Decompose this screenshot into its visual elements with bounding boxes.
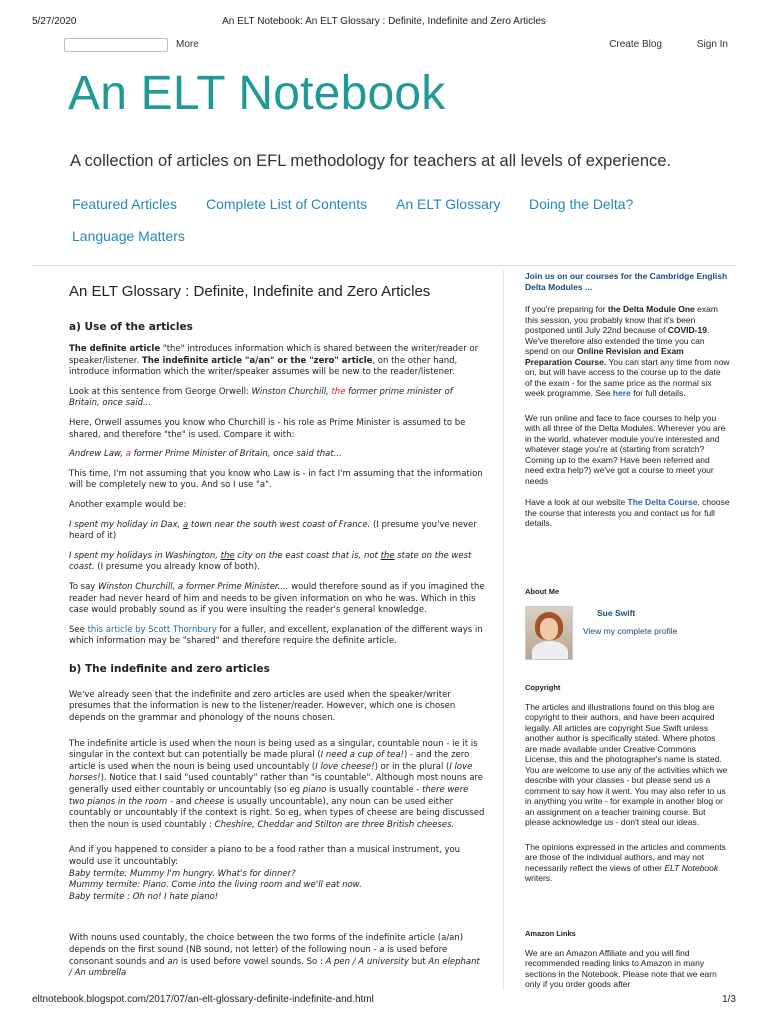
print-footer (32, 994, 736, 1005)
paragraph: Here, Orwell assumes you know who Churchill is - his role as Prime Minister is assumed to be shared, and therefore "the" is used. Compare it with: (69, 417, 466, 440)
courses-heading[interactable]: Join us on our courses for the Cambridge English Delta Modules ... (525, 271, 728, 292)
delta-course-link[interactable]: The Delta Course (627, 497, 698, 507)
sidebar-paragraph: We run online and face to face courses to help you with all three of the Delta Modules. Wherever you are in the world, whatever module you're interested and whatever stage you're at (starting from scratch? Coming up to the exam? Have been referred and need extra help?) we've got a course to meet your needs (525, 412, 726, 486)
amazon-links-title: Amazon Links (525, 929, 576, 938)
create-blog-link[interactable]: Create Blog (609, 39, 662, 50)
section-heading-a: a) Use of the articles (69, 321, 193, 333)
print-header (32, 16, 736, 30)
sidebar (525, 271, 730, 989)
paragraph: And if you happened to consider a piano to be a food rather than a musical instrument, you would use it uncountably: (69, 845, 461, 867)
paragraph: I spent my holidays in Washington, the city on the east coast that is, not the state on the west coast. (I presume you already know of both). (69, 550, 472, 573)
thornbury-article-link[interactable]: this article by Scott Thornbury (87, 624, 217, 635)
print-page-title: An ELT Notebook: An ELT Glossary : Definite, Indefinite and Zero Articles (222, 16, 546, 27)
copyright-text: The articles and illustrations found on this blog are copyright to their authors, and have been acquired legally. All articles are copyright Sue Swift unless another author is specifically stated. Where photos are made available under Creative Commons License, this and the photographer's name is stated. You are welcome to use any of the activities which we describe with your classes - but please send us a comment to say how it went. You may also refer to us in anything you write - for example in another blog or an assignment on a teacher training course. But please acknowledge us - don't steal our ideas. (525, 701, 728, 827)
copyright-widget (525, 683, 730, 895)
view-profile-link[interactable]: View my complete profile (583, 625, 678, 636)
opinions-text: The opinions expressed in the articles and comments are those of the individual authors, and may not necessarily reflect the views of other ELT Notebook writers. (525, 841, 726, 883)
post-body (69, 282, 485, 988)
tab-complete-list[interactable]: Complete List of Contents (206, 196, 368, 212)
here-link[interactable]: here (612, 388, 631, 398)
paragraph: The definite article "the" introduces information which is shared between the writer/reader or speaker/listener. The indefinite article "a/an" or the "zero" article, on the other hand, introduce information which the writer/speaker assumes will be new to the reader/listener. (69, 344, 479, 378)
dialogue: Baby termite: Mummy I'm hungry. What's for dinner? Mummy termite: Piano. Come into the living room and we'll eat now. Baby termite : Oh no! I hate piano! (69, 868, 362, 902)
amazon-text: We are an Amazon Affiliate and you will find recommended reading links to Amazon in many sections in the Notebook. Please note that we earn only if you order goods after (525, 947, 717, 989)
paragraph: The indefinite article is used when the noun is being used as a singular, countable noun - ie it is singular in the context but can potentially be made plural (I need a cup of tea!) - and the zero article is used when the noun is being used uncountably (I love cheese!) or in the plural (I love horses!). Notice that I said "used countably" rather than "is countable". Although most nouns are generally used either countably or uncountably (so eg piano is usually countable - there were two pianos in the room - and cheese is usually uncountable), any noun can be used either countably or uncountably if the context is right. So eg, when types of cheese are being discussed then the noun is used countably : Cheshire, Cheddar and Stilton are three British cheeses. (69, 738, 485, 830)
column-divider (503, 270, 504, 990)
post-title: An ELT Glossary : Definite, Indefinite and Zero Articles (69, 283, 431, 300)
avatar[interactable] (525, 606, 573, 660)
tab-featured-articles[interactable]: Featured Articles (72, 196, 178, 212)
about-me-widget (525, 587, 730, 666)
paragraph: Another example would be: (69, 499, 187, 510)
copyright-title: Copyright (525, 683, 561, 692)
paragraph: Look at this sentence from George Orwell: Winston Churchill, the former prime minister of Britain, once said... (69, 386, 453, 409)
print-date: 5/27/2020 (32, 16, 77, 27)
sidebar-paragraph: If you're preparing for the Delta Module One exam this session, you probably know that it's been postponed until July 22nd because of COVID-19. We've therefore also extended the time you can spend on our Online Revision and Exam Preparation Course. You can start any time from now on, but will have access to the course up to the date of the exam - for the same price as the normal six week programme. See here for full details. (525, 304, 730, 398)
sidebar-paragraph: Have a look at our website The Delta Course, choose the course that interests you and contact us for full details. (525, 497, 730, 528)
paragraph: To say Winston Churchill, a former Prime Minister.... would therefore sound as if you imagined the reader had never heard of him and needs to be given information on who he was. Which in this case would probably sound as if you were insulting the reader's general knowledge. (69, 581, 485, 616)
page-number: 1/3 (722, 994, 736, 1005)
tab-doing-the-delta[interactable]: Doing the Delta? (529, 196, 634, 212)
amazon-links-widget (525, 929, 730, 1001)
profile (525, 606, 730, 666)
page-url: eltnotebook.blogspot.com/2017/07/an-elt-glossary-definite-indefinite-and.html (32, 994, 374, 1005)
header-divider (32, 265, 736, 266)
paragraph: See this article by Scott Thornbury for a fuller, and excellent, explanation of the different ways in which information may be "shared" and therefore require the definite article. (69, 624, 483, 647)
tab-language-matters[interactable]: Language Matters (72, 228, 185, 244)
paragraph: With nouns used countably, the choice between the two forms of the indefinite article (a/an) depends on the first sound (NB sound, not letter) of the following noun - a is used before consonant sounds and an is used before vowel sounds. So : A pen / A university but An elephant / An umbrella (69, 933, 480, 979)
blogger-navbar (32, 36, 736, 56)
profile-name[interactable]: Sue Swift (597, 607, 636, 618)
search-input[interactable] (64, 38, 168, 52)
paragraph: Andrew Law, a former Prime Minister of Britain, once said that... (69, 449, 342, 460)
paragraph: I spent my holiday in Dax, a town near the south west coast of France. (I presume you've never heard of it) (69, 519, 477, 542)
paragraph: This time, I'm not assuming that you know who Law is - in fact I'm assuming that the information will be completely new to you. And so I use "a". (69, 468, 483, 491)
blog-title[interactable]: An ELT Notebook (68, 67, 446, 120)
section-heading-b: b) The indefinite and zero articles (69, 662, 270, 675)
blog-description: A collection of articles on EFL methodology for teachers at all levels of experience. (70, 152, 672, 170)
about-me-title: About Me (525, 587, 560, 596)
paragraph: We've already seen that the indefinite and zero articles are used when the speaker/writer presumes that the information is new to the listener/reader. However, which one is chosen depends on the grammar and phonology of the nouns chosen. (69, 689, 456, 724)
sign-in-link[interactable]: Sign In (696, 39, 728, 50)
more-link[interactable]: More (176, 39, 199, 50)
tab-elt-glossary[interactable]: An ELT Glossary (396, 196, 501, 212)
